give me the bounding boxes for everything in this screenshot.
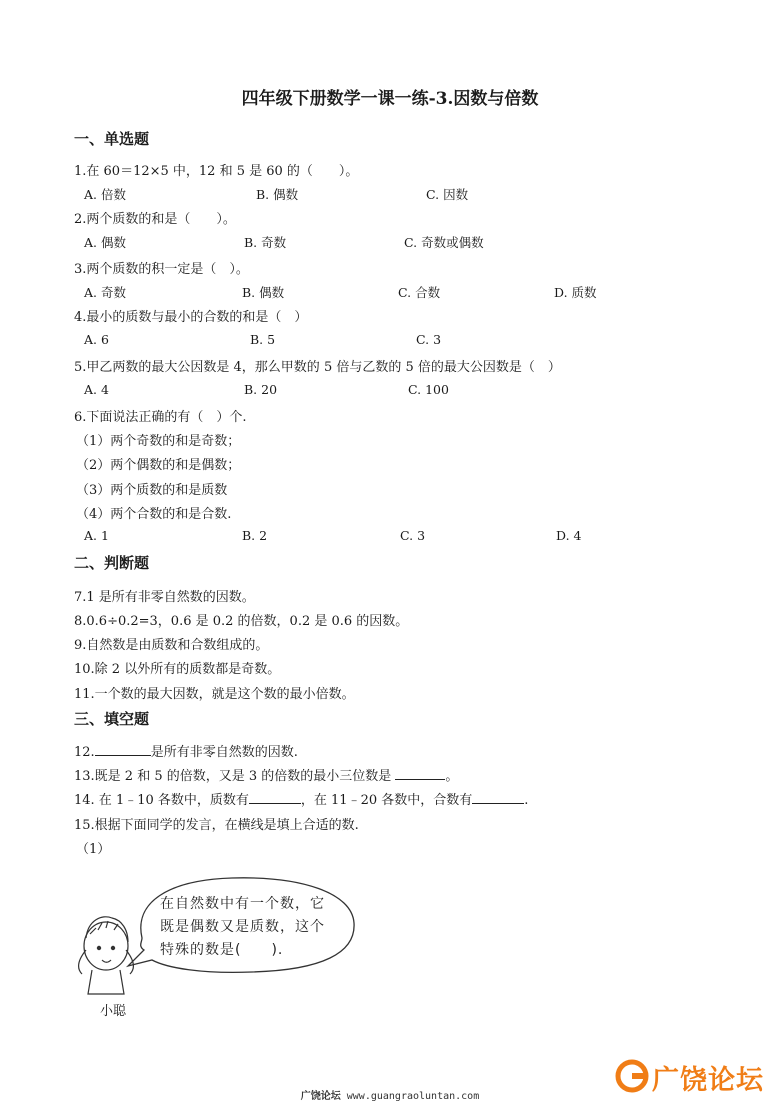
question-6-statement-1: （1）两个奇数的和是奇数；	[76, 434, 241, 449]
question-3-option-a: A. 奇数	[84, 285, 126, 300]
brand-logo-text: 广饶论坛	[652, 1065, 764, 1096]
fill-question-15-part-1: （1）	[76, 842, 111, 857]
fill-question-12-text: 是所有非零自然数的因数.	[150, 745, 298, 760]
question-4-option-c: C. 3	[416, 332, 442, 347]
section-heading-true-false: 二、判断题	[74, 554, 150, 572]
answer-blank[interactable]	[472, 791, 524, 804]
question-6-option-a: A. 1	[84, 528, 109, 543]
fill-question-13-text: 13.既是 2 和 5 的倍数，又是 3 的倍数的最小三位数是	[74, 769, 396, 784]
page-footer	[0, 1087, 780, 1102]
fill-question-15: 15.根据下面同学的发言，在横线是填上合适的数.	[74, 818, 359, 833]
question-6-statement-4: （4）两个合数的和是合数.	[76, 507, 232, 522]
question-3-option-c: C. 合数	[398, 285, 441, 300]
judge-question-11: 11.一个数的最大因数，就是这个数的最小倍数。	[74, 687, 355, 702]
section-heading-fill-in: 三、填空题	[74, 710, 150, 728]
girl-figure-icon	[79, 917, 134, 994]
fill-question-14-part-a: 14. 在 1﹣10 各数中，质数有	[74, 793, 249, 808]
question-2-option-c: C. 奇数或偶数	[404, 235, 484, 250]
question-1-option-b: B. 偶数	[256, 187, 299, 202]
question-6-option-b: B. 2	[242, 528, 268, 543]
footer-url[interactable]: www.guangraoluntan.com	[346, 1091, 480, 1102]
question-6-statement-3: （3）两个质数的和是质数	[76, 483, 228, 498]
question-5-option-a: A. 4	[84, 382, 109, 397]
answer-blank[interactable]	[249, 791, 301, 804]
fill-question-14-part-c: .	[524, 793, 529, 808]
question-2-option-b: B. 奇数	[244, 235, 287, 250]
question-3-option-b: B. 偶数	[242, 285, 285, 300]
section-heading-single-choice: 一、单选题	[74, 130, 150, 148]
question-4-stem: 4.最小的质数与最小的合数的和是（ ）	[74, 310, 308, 325]
fill-question-12-number: 12.	[74, 745, 95, 760]
question-3-option-d: D. 质数	[554, 285, 597, 300]
speech-bubble-line-1: 在自然数中有一个数，它	[160, 896, 325, 912]
question-1-option-a: A. 倍数	[84, 187, 126, 202]
question-6-option-d: D. 4	[556, 528, 582, 543]
judge-question-9: 9.自然数是由质数和合数组成的。	[74, 638, 269, 653]
question-5-option-b: B. 20	[244, 382, 278, 397]
question-6-stem: 6.下面说法正确的有（ ）个.	[74, 410, 247, 425]
answer-blank[interactable]	[395, 767, 445, 780]
judge-question-8: 8.0.6÷0.2=3，0.6 是 0.2 的倍数，0.2 是 0.6 的因数。	[74, 614, 409, 629]
question-1-option-c: C. 因数	[426, 187, 469, 202]
question-2-option-a: A. 偶数	[84, 235, 126, 250]
question-4-option-b: B. 5	[250, 332, 276, 347]
character-name: 小聪	[100, 1004, 127, 1019]
question-5-stem: 5.甲乙两数的最大公因数是 4，那么甲数的 5 倍与乙数的 5 倍的最大公因数是（ ）	[74, 360, 561, 375]
question-5-option-c: C. 100	[408, 382, 449, 397]
fill-question-13-end: 。	[445, 769, 459, 784]
fill-question-13	[74, 765, 458, 784]
speech-bubble-line-3: 特殊的数是( ).	[160, 942, 284, 958]
page-title: 四年级下册数学一课一练-3.因数与倍数	[241, 89, 539, 109]
question-2-stem: 2.两个质数的和是（ ）。	[74, 212, 236, 227]
question-6-statement-2: （2）两个偶数的和是偶数；	[76, 458, 241, 473]
fill-question-14	[74, 789, 528, 808]
question-3-stem: 3.两个质数的积一定是（ ）。	[74, 262, 249, 277]
question-1-stem: 1.在 60＝12×5 中，12 和 5 是 60 的（ ）。	[74, 164, 359, 179]
footer-label: 广饶论坛	[300, 1091, 341, 1102]
speech-bubble-line-2: 既是偶数又是质数，这个	[160, 919, 325, 935]
fill-question-12	[74, 741, 298, 760]
judge-question-7: 7.1 是所有非零自然数的因数。	[74, 590, 255, 605]
fill-question-14-part-b: ，在 11﹣20 各数中，合数有	[300, 793, 473, 808]
question-6-option-c: C. 3	[400, 528, 426, 543]
answer-blank[interactable]	[95, 743, 151, 756]
judge-question-10: 10.除 2 以外所有的质数都是奇数。	[74, 662, 281, 677]
question-4-option-a: A. 6	[84, 332, 109, 347]
